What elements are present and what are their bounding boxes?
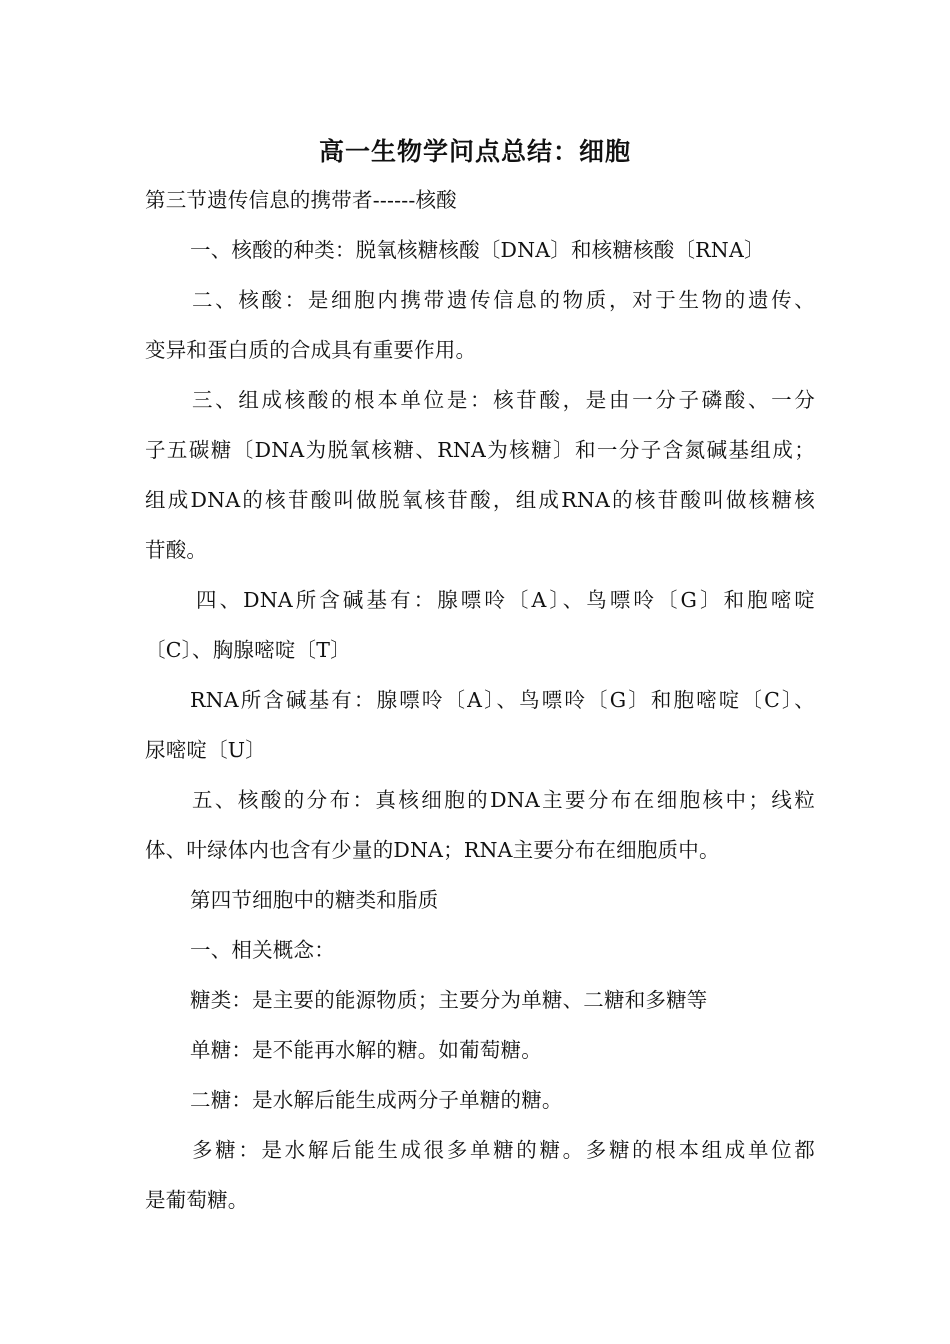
paragraph-line: 糖类：是主要的能源物质；主要分为单糖、二糖和多糖等 xyxy=(190,988,708,1012)
paragraph-line: 〔C〕、胸腺嘧啶〔T〕 xyxy=(145,638,351,662)
page-title: 高一生物学问点总结：细胞 xyxy=(318,137,631,166)
paragraph-line: 子五碳糖〔DNA为脱氧核糖、RNA为核糖〕和一分子含氮碱基组成； xyxy=(145,438,815,462)
paragraph-line: 单糖：是不能再水解的糖。如葡萄糖。 xyxy=(190,1038,542,1062)
paragraph-line: 二糖：是水解后能生成两分子单糖的糖。 xyxy=(190,1088,563,1112)
paragraph-line: 一、相关概念： xyxy=(190,938,335,962)
paragraph-line: 组成DNA的核苷酸叫做脱氧核苷酸，组成RNA的核苷酸叫做核糖核 xyxy=(145,488,815,512)
paragraph-line: 是葡萄糖。 xyxy=(145,1188,249,1212)
paragraph-line: 一、核酸的种类：脱氧核糖核酸〔DNA〕和核糖核酸〔RNA〕 xyxy=(190,238,765,262)
paragraph-line: 多糖：是水解后能生成很多单糖的糖。多糖的根本组成单位都 xyxy=(192,1138,815,1162)
paragraph-line: 体、叶绿体内也含有少量的DNA；RNA主要分布在细胞质中。 xyxy=(145,838,720,862)
paragraph-line: 尿嘧啶〔U〕 xyxy=(145,738,266,762)
section-heading-nucleic-acid: 第三节遗传信息的携带者------核酸 xyxy=(145,188,457,212)
paragraph-line: 三、组成核酸的根本单位是：核苷酸，是由一分子磷酸、一分 xyxy=(192,388,815,412)
paragraph-line: RNA所含碱基有：腺嘌呤〔A〕、鸟嘌呤〔G〕和胞嘧啶〔C〕、 xyxy=(190,688,815,712)
paragraph-line: 四、DNA所含碱基有：腺嘌呤〔A〕、鸟嘌呤〔G〕和胞嘧啶 xyxy=(196,588,815,612)
paragraph-line: 二、核酸：是细胞内携带遗传信息的物质，对于生物的遗传、 xyxy=(192,288,815,312)
paragraph-line: 变异和蛋白质的合成具有重要作用。 xyxy=(145,338,477,362)
section-heading-sugars-lipids: 第四节细胞中的糖类和脂质 xyxy=(190,888,439,912)
paragraph-line: 五、核酸的分布：真核细胞的DNA主要分布在细胞核中；线粒 xyxy=(192,788,815,812)
paragraph-line: 苷酸。 xyxy=(145,538,208,562)
